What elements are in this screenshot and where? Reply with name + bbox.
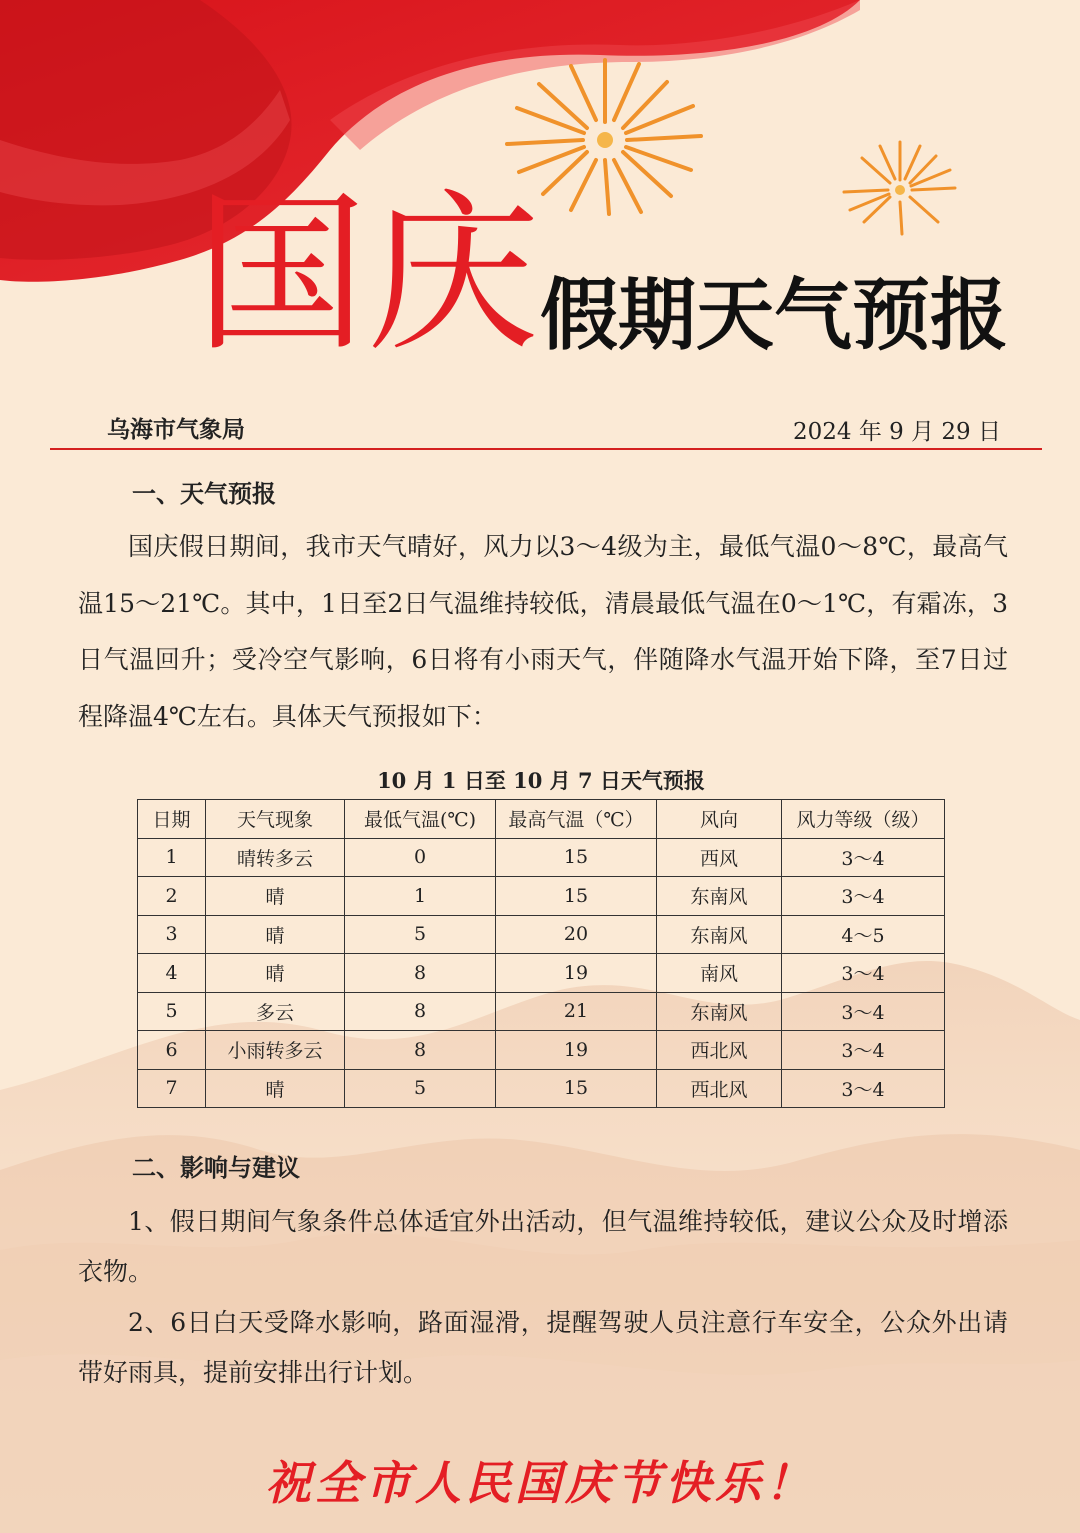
cell-date: 3: [138, 915, 206, 954]
cell-date: 6: [138, 1031, 206, 1070]
cell-weather: 晴: [206, 915, 345, 954]
cell-wind-level: 4～5: [782, 915, 945, 954]
cell-max-temp: 19: [496, 1031, 657, 1070]
header-divider: [50, 448, 1042, 450]
header-max-temp: 最高气温（℃）: [496, 800, 657, 839]
cell-wind-direction: 西风: [657, 838, 782, 877]
cell-wind-direction: 东南风: [657, 915, 782, 954]
closing-greeting: 祝全市人民国庆节快乐！: [265, 1456, 815, 1510]
advice-item-2: 2、6日白天受降水影响，路面湿滑，提醒驾驶人员注意行车安全，公众外出请带好雨具，提前安排出行计划。: [78, 1308, 1008, 1387]
cell-max-temp: 15: [496, 1069, 657, 1108]
cell-wind-level: 3～4: [782, 1031, 945, 1070]
cell-min-temp: 8: [345, 1031, 496, 1070]
table-row: [138, 992, 945, 1031]
forecast-table: [137, 799, 945, 1108]
cell-wind-level: 3～4: [782, 838, 945, 877]
issuer-name: 乌海市气象局: [107, 416, 245, 443]
table-row: [138, 877, 945, 916]
cell-min-temp: 8: [345, 954, 496, 993]
table-row: [138, 915, 945, 954]
cell-date: 7: [138, 1069, 206, 1108]
cell-weather: 晴转多云: [206, 838, 345, 877]
section-heading-advice: 二、影响与建议: [132, 1153, 300, 1182]
cell-wind-direction: 西北风: [657, 1069, 782, 1108]
cell-weather: 晴: [206, 877, 345, 916]
section-heading-forecast: 一、天气预报: [132, 479, 276, 508]
header-wind-level: 风力等级（级）: [782, 800, 945, 839]
cell-wind-direction: 东南风: [657, 877, 782, 916]
cell-date: 4: [138, 954, 206, 993]
cell-weather: 小雨转多云: [206, 1031, 345, 1070]
table-header-row: [138, 800, 945, 839]
header-weather: 天气现象: [206, 800, 345, 839]
advice-item-1: 1、假日期间气象条件总体适宜外出活动，但气温维持较低，建议公众及时增添衣物。: [78, 1207, 1008, 1286]
cell-max-temp: 15: [496, 877, 657, 916]
cell-max-temp: 21: [496, 992, 657, 1031]
cell-max-temp: 20: [496, 915, 657, 954]
cell-weather: 多云: [206, 992, 345, 1031]
table-row: [138, 1031, 945, 1070]
forecast-paragraph: 国庆假日期间，我市天气晴好，风力以3～4级为主，最低气温0～8℃，最高气温15～21℃。其中，1日至2日气温维持较低，清晨最低气温在0～1℃，有霜冻，3日气温回升；受冷空气影响，6日将有小雨天气，伴随降水气温开始下降，至7日过程降温4℃左右。具体天气预报如下：: [78, 532, 1008, 731]
cell-wind-level: 3～4: [782, 1069, 945, 1108]
cell-wind-level: 3～4: [782, 992, 945, 1031]
cell-weather: 晴: [206, 954, 345, 993]
cell-wind-level: 3～4: [782, 954, 945, 993]
cell-min-temp: 5: [345, 915, 496, 954]
cell-wind-direction: 西北风: [657, 1031, 782, 1070]
cell-max-temp: 15: [496, 838, 657, 877]
table-row: [138, 954, 945, 993]
cell-min-temp: 0: [345, 838, 496, 877]
header-min-temp: 最低气温(℃): [345, 800, 496, 839]
title-guoqing: 国庆: [195, 174, 539, 375]
cell-max-temp: 19: [496, 954, 657, 993]
cell-wind-level: 3～4: [782, 877, 945, 916]
cell-weather: 晴: [206, 1069, 345, 1108]
header-wind-direction: 风向: [657, 800, 782, 839]
cell-min-temp: 5: [345, 1069, 496, 1108]
cell-wind-direction: 南风: [657, 954, 782, 993]
cell-date: 1: [138, 838, 206, 877]
table-row: [138, 838, 945, 877]
table-title: 10 月 1 日至 10 月 7 日天气预报: [377, 768, 705, 793]
table-row: [138, 1069, 945, 1108]
cell-min-temp: 1: [345, 877, 496, 916]
cell-wind-direction: 东南风: [657, 992, 782, 1031]
title-holiday-weather-forecast: 假期天气预报: [540, 270, 1009, 361]
header-date: 日期: [138, 800, 206, 839]
cell-min-temp: 8: [345, 992, 496, 1031]
firework-small: [844, 142, 955, 234]
cell-date: 2: [138, 877, 206, 916]
issue-date: 2024 年 9 月 29 日: [793, 419, 1001, 445]
cell-date: 5: [138, 992, 206, 1031]
